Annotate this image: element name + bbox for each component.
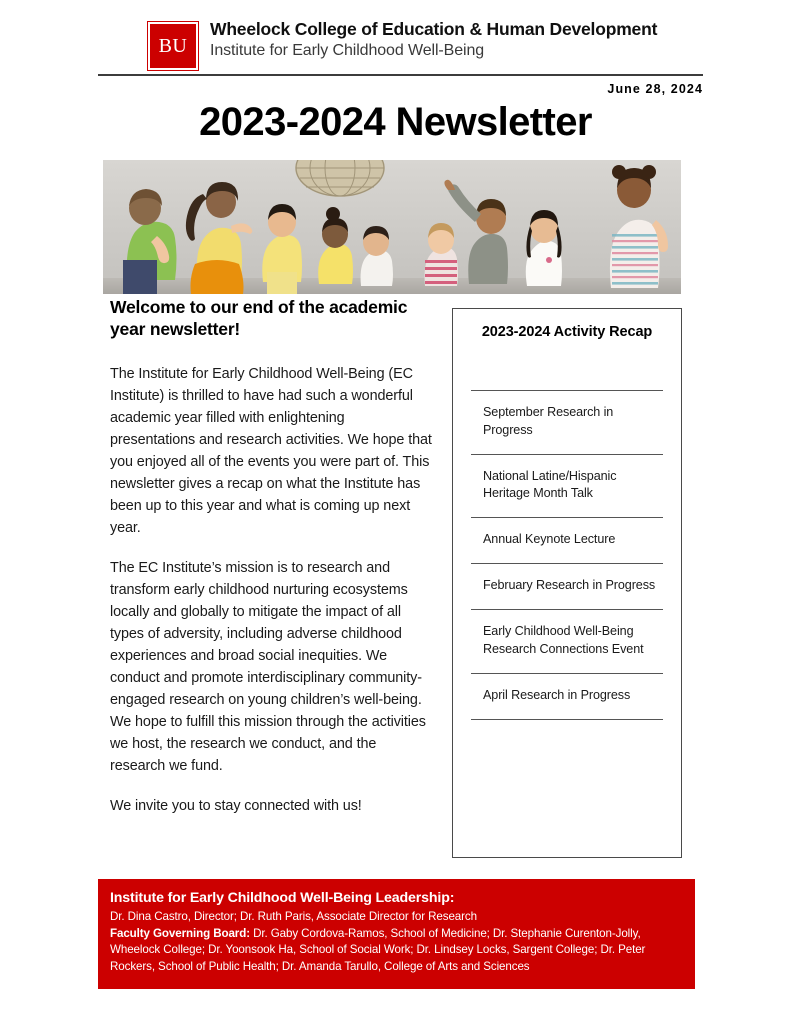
list-item: September Research in Progress [471,390,663,454]
list-item: Early Childhood Well-Being Research Connections Event [471,609,663,673]
organization-unit: Institute for Early Childhood Well-Being [210,41,485,59]
activity-recap-box [452,308,682,858]
leadership-footer [98,879,695,989]
leadership-board-label: Faculty Governing Board: [110,926,250,940]
leadership-board [110,926,683,975]
leadership-board-members: Dr. Gaby Cordova-Ramos, School of Medicine; Dr. Stephanie Curenton-Jolly, Wheelock College; Dr. Yoonsook Ha, School of Social Work; Dr. Lindsey Locks, Sargent College; Dr. Peter Rockers, School of Public Health; Dr. Amanda Tarullo, College of Arts and Sciences [110,926,646,973]
header-divider [98,74,703,76]
list-item: National Latine/Hispanic Heritage Month Talk [471,454,663,518]
welcome-heading: Welcome to our end of the academic year newsletter! [110,297,408,340]
article-column [110,296,432,817]
article-paragraph-2: The EC Institute’s mission is to research and transform early childhood nurturing ecosystems locally and globally to mitigate the impact of all types of adversity, including adverse childhood experiences and broad social inequities. We conduct and promote interdisciplinary community-engaged research on young children’s well-being. We hope to fulfill this mission through the activities we host, the research we conduct, and the research we fund. [110,560,426,775]
list-item: April Research in Progress [471,673,663,719]
list-item: Annual Keynote Lecture [471,517,663,563]
list-item: February Research in Progress [471,563,663,609]
list-end-divider [471,719,663,720]
leadership-directors: Dr. Dina Castro, Director; Dr. Ruth Paris, Associate Director for Research [110,910,477,924]
activity-recap-list [471,390,663,720]
organization-name: Wheelock College of Education & Human Development [210,19,658,39]
bu-logo-text: BU [158,35,188,57]
issue-date: June 28, 2024 [607,82,703,96]
bu-logo-icon [148,22,198,70]
article-paragraph-1: The Institute for Early Childhood Well-Being (EC Institute) is thrilled to have had such a wonderful academic year filled with enlightening presentations and research activities. We hope that you enjoyed all of the events you were part of. This newsletter gives a recap on what the Institute has been up to this year and what is coming up next year. [110,365,432,536]
activity-recap-title: 2023-2024 Activity Recap [481,324,653,340]
hero-photo [103,160,681,294]
masthead [148,20,657,70]
article-paragraph-3: We invite you to stay connected with us! [110,798,362,815]
hero-photo-illustration [103,160,681,294]
page-title: 2023-2024 Newsletter [199,100,592,144]
masthead-text [210,20,657,60]
leadership-title: Institute for Early Childhood Well-Being Leadership: [110,890,455,906]
